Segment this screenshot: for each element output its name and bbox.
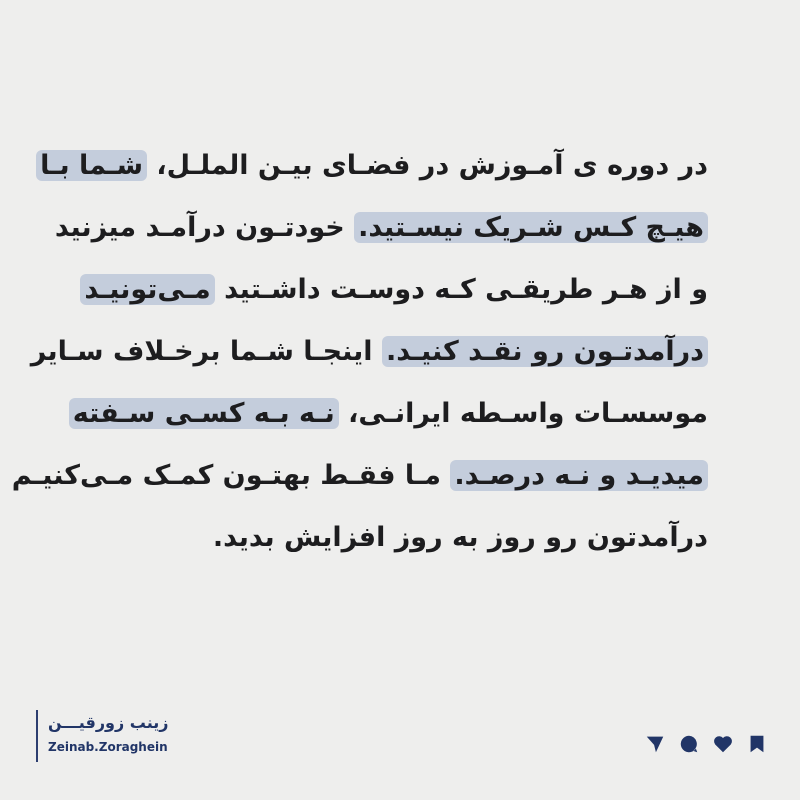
text-line-4: [0, 324, 800, 386]
text-segment: مـا فقـط بهتـون کمـک مـی‌کنیـم: [11, 460, 451, 491]
text-segment: در دوره ی آمـوزش در فضـای بیـن الملـل،: [147, 150, 708, 181]
post-text: [0, 138, 800, 572]
brand-signature: [36, 710, 168, 762]
heart-icon[interactable]: [712, 733, 734, 755]
highlighted-phrase: شـما بـا: [36, 150, 147, 181]
text-segment: موسسـات واسـطه ایرانـی،: [338, 398, 708, 429]
text-segment: اینجـا شـما برخـلاف سـایر: [30, 336, 382, 367]
brand-name-persian: زینب زورقیـــن: [48, 713, 169, 732]
text-line-2: [0, 200, 800, 262]
text-line-1: [0, 138, 800, 200]
highlighted-phrase: مـی‌تونیـد: [80, 274, 214, 305]
text-line-3: [0, 262, 800, 324]
comment-icon[interactable]: [678, 733, 700, 755]
text-segment: درآمدتون رو روز به روز افزایش بدید.: [212, 522, 708, 553]
text-line-5: [0, 386, 800, 448]
brand-name-english: Zeinab.Zoraghein: [48, 740, 168, 754]
highlighted-phrase: هیـچ کـس شـریک نیسـتید.: [354, 212, 708, 243]
highlighted-phrase: درآمدتـون رو نقـد کنیـد.: [382, 336, 708, 367]
highlighted-phrase: میدیـد و نـه درصـد.: [450, 460, 708, 491]
text-segment: و از هـر طریقـی کـه دوسـت داشـتید: [214, 274, 708, 305]
action-icons: [644, 733, 768, 755]
highlighted-phrase: نـه بـه کسـی سـفته: [69, 398, 339, 429]
text-line-6: [0, 448, 800, 510]
send-icon[interactable]: [644, 733, 666, 755]
bookmark-icon[interactable]: [746, 733, 768, 755]
text-line-7: [0, 510, 800, 572]
text-segment: خودتـون درآمـد میزنید: [54, 212, 355, 243]
